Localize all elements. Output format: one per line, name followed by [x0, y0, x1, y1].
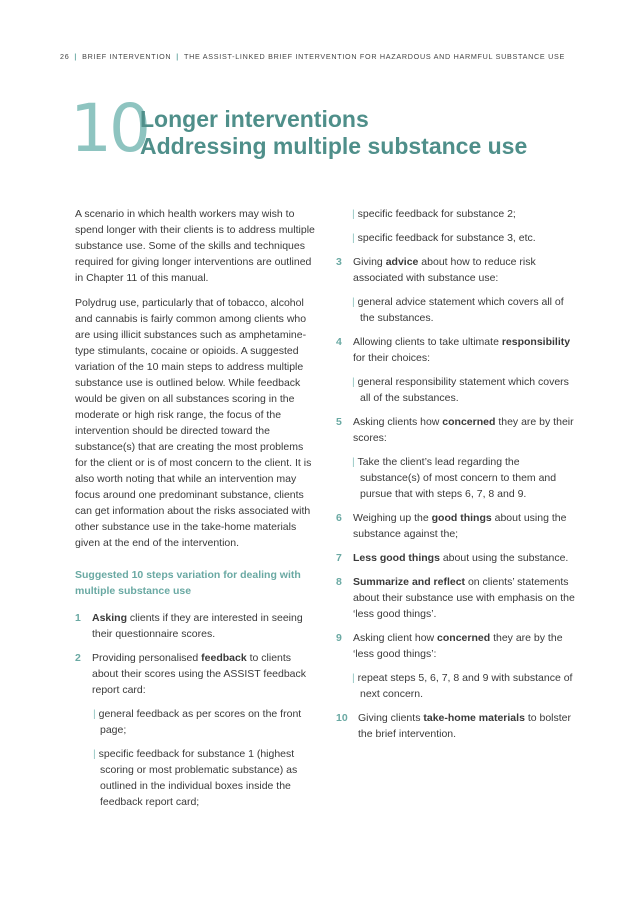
step-4-sub-item: | general responsibility statement which covers all of the substances.	[352, 376, 569, 404]
step-9-sub-item: | repeat steps 5, 6, 7, 8 and 9 with substance of next concern.	[352, 672, 573, 700]
chapter-title-line2: Addressing multiple substance use	[140, 133, 528, 159]
step-3-sub-item: | general advice statement which covers all of the substances.	[352, 296, 564, 324]
step-2-sub-item: | specific feedback for substance 3, etc.	[352, 232, 536, 244]
step-3: 3 Giving advice about how to reduce risk associated with substance use:	[336, 256, 536, 284]
chapter-title	[140, 106, 527, 160]
step-6: 6 Weighing up the good things about using the substance against the;	[336, 512, 567, 540]
polydrug-paragraph: Polydrug use, particularly that of tobacco, alcohol and cannabis is fairly common among clients who are using illicit substances such as amphetamine-type stimulants, cocaine or opioids. A suggested variation of the 10 main steps to address multiple substance use is outlined below. While feedback would be given on all substances scoring in the moderate or high risk range, the focus of the intervention should be directed toward the substance(s) that are creating the most problems for the client or is of most concern to the client. It is also worth noting that while an intervention may focus around one predominant substance, clients can get information about the risks associated with other substance use in the take-home materials given at the end of the intervention.	[75, 297, 312, 549]
step-8: 8 Summarize and reflect on clients’ statements about their substance use with emphasis on the ‘less good things’.	[336, 576, 575, 620]
page-number: 26	[60, 52, 70, 61]
step-5-sub-item: | Take the client’s lead regarding the substance(s) of most concern to them and pursue that with steps 6, 7, 8 and 9.	[352, 456, 557, 500]
step-2-sub-item: | specific feedback for substance 1 (highest scoring or most problematic substance) as outlined in the individual boxes inside the feedback report card;	[93, 748, 298, 808]
step-2-sub-item: | specific feedback for substance 2;	[352, 208, 516, 220]
step-10: 10 Giving clients take-home materials to bolster the brief intervention.	[336, 712, 572, 740]
chapter-number: 10	[70, 90, 148, 167]
step-5: 5 Asking clients how concerned they are by their scores:	[336, 416, 574, 444]
intro-paragraph: A scenario in which health workers may wish to spend longer with their clients is to address multiple substance use. Some of the skills and techniques required for giving longer interventions are outlined in Chapter 11 of this manual.	[75, 208, 315, 284]
right-column	[336, 206, 576, 750]
step-9: 9 Asking client how concerned they are by the ‘less good things’:	[336, 632, 563, 660]
running-header: 26 | BRIEF INTERVENTION | THE ASSIST-LINKED BRIEF INTERVENTION FOR HAZARDOUS AND HARMFUL SUBSTANCE USE	[60, 52, 565, 61]
step-7: 7 Less good things about using the substance.	[336, 552, 569, 564]
step-4: 4 Allowing clients to take ultimate responsibility for their choices:	[336, 336, 571, 364]
left-column	[75, 206, 315, 818]
step-1: 1 Asking clients if they are interested in seeing their questionnaire scores.	[75, 612, 303, 640]
step-2-sub-item: | general feedback as per scores on the front page;	[93, 708, 302, 736]
header-section: BRIEF INTERVENTION	[82, 52, 172, 61]
header-subtitle: THE ASSIST-LINKED BRIEF INTERVENTION FOR HAZARDOUS AND HARMFUL SUBSTANCE USE	[184, 52, 565, 61]
chapter-title-line1: Longer interventions	[140, 106, 369, 132]
steps-subheading: Suggested 10 steps variation for dealing with multiple substance use	[75, 569, 301, 597]
step-2: 2 Providing personalised feedback to clients about their scores using the ASSIST feedback report card:	[75, 652, 307, 696]
